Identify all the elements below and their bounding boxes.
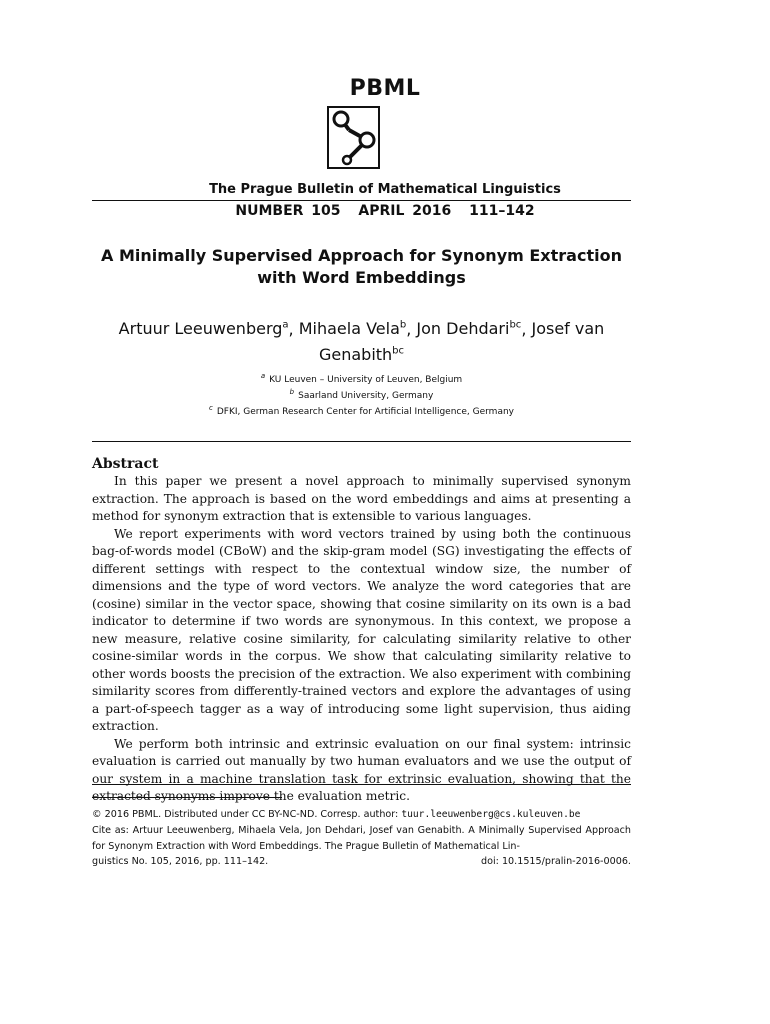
issue-date: APRIL 2016 xyxy=(358,203,452,219)
author-email-link[interactable]: tuur.leeuwenberg@cs.kuleuven.be xyxy=(401,809,581,820)
footnote xyxy=(92,807,631,870)
header-rule xyxy=(92,200,631,201)
abstract-bottom-rule xyxy=(92,784,631,785)
pbml-logo-icon xyxy=(327,106,380,169)
abstract-top-rule xyxy=(92,441,631,442)
journal-logo-text: PBML xyxy=(349,76,421,101)
citation: Cite as: Artuur Leeuwenberg, Mihaela Vela, Jon Dehdari, Josef van Genabith. A Minimally Supervised Approach for Synonym Extraction with Word Embeddings. The Prague Bulletin of Mathematical Lin- xyxy=(92,824,631,852)
doi-link[interactable]: doi: 10.1515/pralin-2016-0006. xyxy=(481,856,631,868)
license-line: © 2016 PBML. Distributed under CC BY-NC-ND. Corresp. author: tuur.leeuwenberg@cs.kuleuven.be xyxy=(92,809,581,820)
author: Josef van Genabith$^{bc}$ xyxy=(318,319,605,364)
abstract-paragraph: In this paper we present a novel approach to minimally supervised synonym extraction. The approach is based on the word embeddings and aims at presenting a method for synonym extraction that is extensible to various languages. xyxy=(92,474,631,523)
author: Mihaela Vela$^b$ xyxy=(298,319,407,339)
author: Jon Dehdari$^{bc}$ xyxy=(416,319,522,339)
abstract-paragraph: We perform both intrinsic and extrinsic evaluation on our final system: intrinsic evaluation is carried out manually by two human evaluators and we use the output of our system in a machine translation task for extrinsic evaluation, showing that the extracted synonyms improve the evaluation metric. xyxy=(92,736,631,803)
citation-last-line: guistics No. 105, 2016, pp. 111–142. doi: 10.1515/pralin-2016-0006. xyxy=(92,854,631,870)
affiliation: $^c$ DFKI, German Research Center for Artificial Intelligence, Germany xyxy=(208,404,514,417)
affiliations xyxy=(92,370,631,418)
affiliation: $^b$ Saarland University, Germany xyxy=(289,388,434,401)
abstract-heading: Abstract xyxy=(92,456,159,472)
author: Artuur Leeuwenberg$^a$ xyxy=(118,319,289,339)
abstract xyxy=(92,455,631,806)
paper-title: A Minimally Supervised Approach for Synonym Extraction with Word Embeddings xyxy=(101,246,622,287)
author-list: Artuur Leeuwenberg$^a$, Mihaela Vela$^b$, Jon Dehdari$^{bc}$, Josef van Genabith$^{bc}$ xyxy=(118,319,605,364)
affiliation: $^a$ KU Leuven – University of Leuven, Belgium xyxy=(260,372,463,385)
footnote-rule xyxy=(92,797,282,798)
issue-info xyxy=(0,203,770,219)
issue-pages: 111–142 xyxy=(469,203,535,219)
abstract-paragraph: We report experiments with word vectors trained by using both the continuous bag-of-words model (CBoW) and the skip-gram model (SG) investigating the effects of different settings with respect to the contextual window size, the number of dimensions and the type of word vectors. We analyze the word categories that are (cosine) similar in the vector space, showing that cosine similarity on its own is a bad indicator to determine if two words are synonymous. In this context, we propose a new measure, relative cosine similarity, for calculating similarity relative to other cosine-similar words in the corpus. We show that calculating similarity relative to other words boosts the precision of the extraction. We also experiment with combining similarity scores from differently-trained vectors and explore the advantages of using a part-of-speech tagger as a way of introducing some light supervision, thus aiding extraction. xyxy=(92,526,631,733)
issue-number: NUMBER 105 xyxy=(235,203,341,219)
journal-name: The Prague Bulletin of Mathematical Linguistics xyxy=(209,182,561,197)
